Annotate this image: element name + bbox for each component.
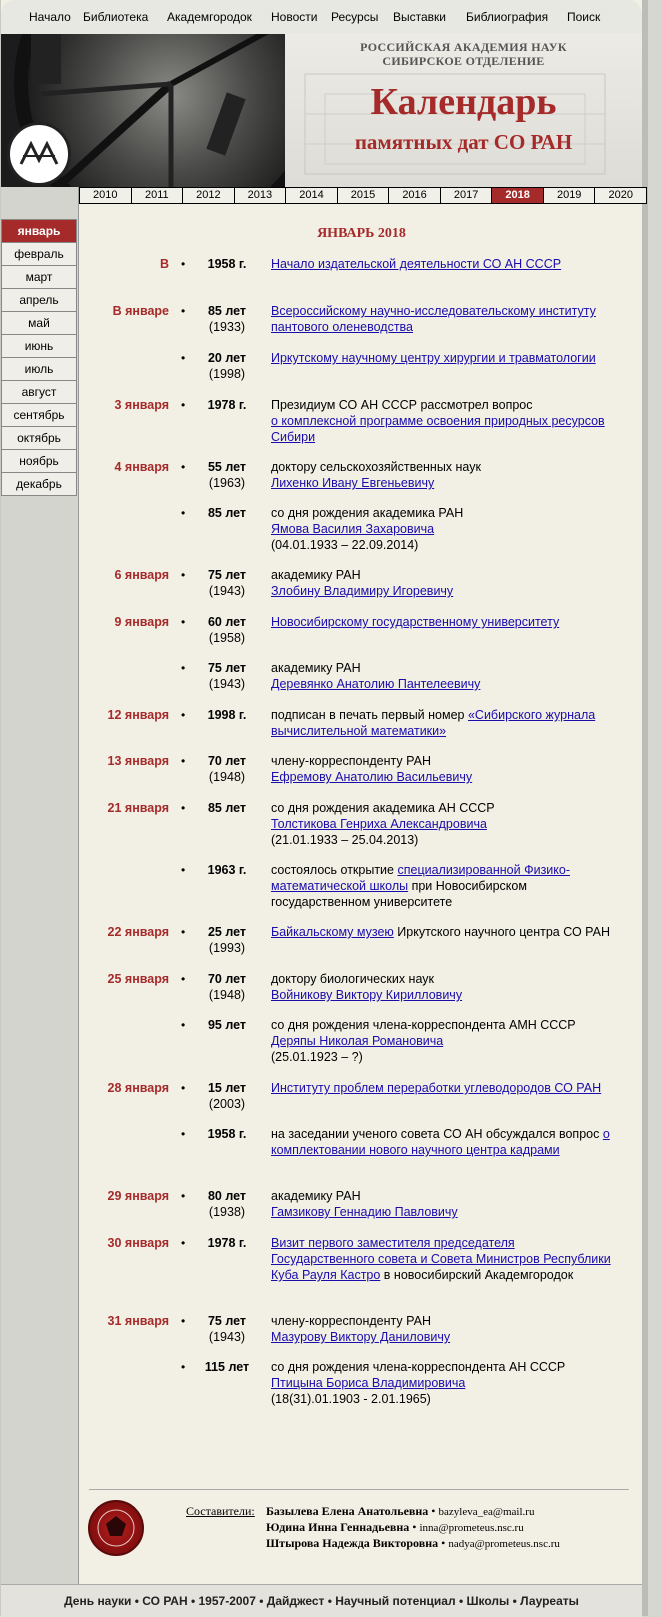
bullet-icon: • [181, 304, 186, 318]
event-anniversary [199, 862, 255, 878]
anniversary-value: 55 лет [207, 460, 247, 474]
event-text [271, 753, 621, 785]
bullet-icon: • [181, 568, 186, 582]
event-anniversary [199, 660, 255, 692]
top-navigation [1, 0, 642, 35]
page-header [1, 34, 642, 187]
bullet-icon: • [181, 615, 186, 629]
anniversary-year: (2003) [208, 1097, 246, 1111]
anniversary-value: 1958 г. [207, 257, 247, 271]
nav-home[interactable]: Начало [29, 10, 71, 24]
event-date: 12 января [107, 708, 169, 722]
anniversary-value: 115 лет [204, 1360, 250, 1374]
event-date: 31 января [107, 1314, 169, 1328]
month-item[interactable]: август [1, 380, 77, 404]
anniversary-value: 85 лет [207, 801, 247, 815]
nav-resources[interactable]: Ресурсы [331, 10, 379, 24]
event-text [271, 971, 621, 1003]
event-text [271, 800, 621, 848]
anniversary-value: 70 лет [207, 754, 247, 768]
event-text [271, 660, 621, 692]
event-anniversary [199, 753, 255, 785]
page-title: Календарь [370, 81, 557, 123]
bullet-icon: • [181, 1127, 186, 1141]
bullet-icon: • [181, 972, 186, 986]
year-tab[interactable]: 2015 [338, 188, 390, 203]
event-date: 13 января [107, 754, 169, 768]
event-anniversary [199, 303, 255, 335]
anniversary-value: 95 лет [207, 1018, 247, 1032]
event-text [271, 1313, 621, 1345]
event-link[interactable]: «Сибирского журнала вычислительной математики» [271, 708, 596, 738]
page-subtitle: памятных дат СО РАН [354, 130, 573, 154]
month-item[interactable]: октябрь [1, 426, 77, 450]
event-anniversary [199, 567, 255, 599]
event-pre-text: доктору биологических наук [271, 972, 434, 986]
event-link[interactable]: Ефремову Анатолию Васильевичу [271, 770, 473, 784]
event-date: 22 января [107, 925, 169, 939]
event-anniversary [199, 1017, 255, 1033]
event-anniversary [199, 256, 255, 272]
month-item[interactable]: июль [1, 357, 77, 381]
anniversary-value: 70 лет [207, 972, 247, 986]
event-text [271, 459, 621, 491]
event-anniversary [199, 1188, 255, 1220]
year-tab[interactable]: 2012 [183, 188, 235, 203]
event-link[interactable]: специализированной Физико-математической школы [271, 863, 571, 893]
year-tab[interactable]: 2020 [608, 189, 633, 201]
sidebar [1, 187, 79, 1587]
event-link[interactable]: о комплексной программе освоения природных ресурсов Сибири [271, 414, 605, 444]
anniversary-year: (1993) [208, 941, 246, 955]
event-link[interactable]: Начало издательской деятельности СО АН СССР [271, 257, 562, 271]
anniversary-value: 75 лет [207, 1314, 247, 1328]
compilers-label: Составители: [186, 1504, 255, 1518]
event-pre-text: со дня рождения члена-корреспондента АН СССР [271, 1360, 566, 1374]
month-item[interactable]: март [1, 265, 77, 289]
event-text [271, 505, 621, 553]
bullet-icon: • [181, 754, 186, 768]
anniversary-value: 1978 г. [207, 1236, 247, 1250]
compiler-name: Штырова Надежда Викторовна [266, 1536, 439, 1550]
nav-library[interactable]: Библиотека [83, 10, 149, 24]
anniversary-value: 85 лет [207, 304, 247, 318]
event-pre-text: со дня рождения академика РАН [271, 506, 464, 520]
event-anniversary [199, 971, 255, 1003]
nav-news[interactable]: Новости [271, 10, 318, 24]
anniversary-year: (1958) [208, 631, 246, 645]
event-text [271, 1080, 621, 1096]
nav-exhibitions[interactable]: Выставки [393, 10, 446, 24]
anniversary-year: (1948) [208, 770, 246, 784]
event-date: 6 января [114, 568, 169, 582]
compiler-email[interactable]: inna@prometeus.nsc.ru [419, 1522, 524, 1534]
event-anniversary [199, 459, 255, 491]
bullet-icon: • [181, 661, 186, 675]
event-pre-text: подписан в печать первый номер [271, 708, 468, 722]
compiler-email[interactable]: nadya@prometeus.nsc.ru [448, 1538, 560, 1550]
event-link[interactable]: Толстикова Генриха Александровича [271, 817, 487, 831]
bottom-nav-link[interactable]: Научный потенциал [335, 1594, 456, 1608]
anniversary-value: 1998 г. [207, 708, 247, 722]
event-anniversary [199, 505, 255, 521]
year-tab[interactable]: 2010 [80, 188, 132, 203]
event-anniversary [199, 397, 255, 413]
event-post-text: (04.01.1933 – 22.09.2014) [271, 538, 419, 552]
event-link[interactable]: Байкальскому музею [271, 925, 394, 939]
event-link[interactable]: Деревянко Анатолию Пантелеевичу [271, 677, 481, 691]
event-date: 3 января [114, 398, 169, 412]
anniversary-value: 60 лет [207, 615, 247, 629]
nav-search[interactable]: Поиск [567, 10, 601, 24]
anniversary-value: 80 лет [207, 1189, 247, 1203]
event-anniversary [199, 924, 255, 956]
bullet-icon: • [181, 1360, 186, 1374]
event-link[interactable]: Ямова Василия Захаровича [271, 522, 435, 536]
event-pre-text: члену-корреспонденту РАН [271, 754, 431, 768]
event-link[interactable]: Институту проблем переработки углеводородов СО РАН [271, 1081, 602, 1095]
bullet-icon: • [181, 257, 186, 271]
event-post-text: (18(31).01.1903 - 2.01.1965) [271, 1392, 431, 1406]
event-post-text: при Новосибирском государственном университете [271, 879, 527, 909]
compiler-name: Юдина Инна Геннадьевна [266, 1520, 410, 1534]
event-date: 25 января [107, 972, 169, 986]
event-post-text: (25.01.1923 – ?) [271, 1050, 363, 1064]
bottom-nav-link[interactable]: 1957-2007 [198, 1594, 256, 1608]
anniversary-value: 15 лет [207, 1081, 247, 1095]
anniversary-value: 25 лет [207, 925, 247, 939]
event-link[interactable]: Гамзикову Геннадию Павловичу [271, 1205, 458, 1219]
event-anniversary [199, 1313, 255, 1345]
event-text [271, 1126, 621, 1158]
event-pre-text: академику РАН [271, 568, 361, 582]
bullet-icon: • [181, 925, 186, 939]
event-link[interactable]: Птицына Бориса Владимировича [271, 1376, 466, 1390]
year-tab[interactable]: 2013 [235, 188, 287, 203]
compiler-row: Базылева Елена Анатольевна • bazyleva_ea@mail.ru [266, 1504, 535, 1518]
event-anniversary [199, 1235, 255, 1251]
anniversary-year: (1998) [208, 367, 246, 381]
anniversary-year: (1963) [208, 476, 246, 490]
bullet-icon: • [181, 1189, 186, 1203]
event-date: 30 января [107, 1236, 169, 1250]
event-text [271, 350, 621, 366]
event-link[interactable]: Иркутскому научному центру хирургии и травматологии [271, 351, 596, 365]
anniversary-year: (1948) [208, 988, 246, 1002]
event-pre-text: со дня рождения члена-корреспондента АМН СССР [271, 1018, 576, 1032]
event-anniversary [199, 800, 255, 816]
anniversary-value: 1963 г. [207, 863, 247, 877]
event-text [271, 1188, 621, 1220]
compiler-email[interactable]: bazyleva_ea@mail.ru [438, 1506, 535, 1518]
year-tabs [79, 187, 647, 204]
event-link[interactable]: Новосибирскому государственному университету [271, 615, 560, 629]
event-text [271, 707, 621, 739]
event-link[interactable]: Всероссийскому научно-исследовательскому институту пантового оленеводства [271, 304, 596, 334]
anniversary-value: 85 лет [207, 506, 247, 520]
event-text [271, 614, 621, 630]
bottom-nav-link[interactable]: День науки [64, 1594, 132, 1608]
month-item[interactable]: февраль [1, 242, 77, 266]
event-link[interactable]: Злобину Владимиру Игоревичу [271, 584, 454, 598]
bottom-nav-link[interactable]: Лауреаты [520, 1594, 579, 1608]
month-item[interactable]: июнь [1, 334, 77, 358]
bullet-icon: • [181, 1018, 186, 1032]
event-anniversary [199, 707, 255, 723]
anniversary-value: 20 лет [207, 351, 247, 365]
event-post-text: в новосибирский Академгородок [380, 1268, 574, 1282]
bullet-icon: • [181, 708, 186, 722]
logo-icon[interactable] [7, 122, 71, 186]
year-tab[interactable]: 2017 [441, 188, 493, 203]
anniversary-year: (1943) [208, 677, 246, 691]
event-link[interactable]: Войникову Виктору Кирилловичу [271, 988, 463, 1002]
bottom-navigation: День науки • СО РАН • 1957-2007 • Дайджест • Научный потенциал • Школы • Лауреаты [1, 1584, 642, 1617]
anniversary-year: (1933) [208, 320, 246, 334]
compiler-name: Базылева Елена Анатольевна [266, 1504, 429, 1518]
event-pre-text: Президиум СО АН СССР рассмотрел вопрос [271, 398, 533, 412]
bullet-icon: • [181, 863, 186, 877]
event-text [271, 1235, 621, 1283]
event-pre-text: доктору сельскохозяйственных наук [271, 460, 481, 474]
bullet-icon: • [181, 1314, 186, 1328]
event-text [271, 1359, 621, 1407]
bottom-nav-link[interactable]: Дайджест [266, 1594, 325, 1608]
event-link[interactable]: Мазурову Виктору Даниловичу [271, 1330, 451, 1344]
event-text [271, 256, 621, 272]
anniversary-value: 75 лет [207, 661, 247, 675]
bullet-icon: • [181, 801, 186, 815]
month-heading: ЯНВАРЬ 2018 [317, 226, 406, 241]
month-item[interactable]: апрель [1, 288, 77, 312]
anniversary-year: (1938) [208, 1205, 246, 1219]
event-text [271, 567, 621, 599]
month-item[interactable]: январь [1, 219, 77, 243]
event-date: 4 января [114, 460, 169, 474]
event-link[interactable]: о комплектовании нового научного центра кадрами [271, 1127, 610, 1157]
event-pre-text: со дня рождения академика АН СССР [271, 801, 495, 815]
bullet-icon: • [181, 506, 186, 520]
month-item[interactable]: сентябрь [1, 403, 77, 427]
bottom-nav-link[interactable]: СО РАН [142, 1594, 188, 1608]
event-text [271, 924, 621, 940]
event-text [271, 397, 621, 445]
event-post-text: (21.01.1933 – 25.04.2013) [271, 833, 419, 847]
event-anniversary [199, 614, 255, 646]
header-line2: СИБИРСКОЕ ОТДЕЛЕНИЕ [382, 54, 545, 68]
event-text [271, 303, 621, 335]
event-text [271, 862, 621, 910]
compiler-row: Юдина Инна Геннадьевна • inna@prometeus.nsc.ru [266, 1520, 524, 1534]
anniversary-value: 75 лет [207, 568, 247, 582]
event-pre-text: академику РАН [271, 661, 361, 675]
bullet-icon: • [181, 460, 186, 474]
event-link[interactable]: Визит первого заместителя председателя Государственного совета и Совета Министров Республики Куба Рауля Кастро [271, 1236, 611, 1282]
event-date: 29 января [107, 1189, 169, 1203]
event-post-text: Иркутского научного центра СО РАН [393, 925, 611, 939]
header-line1: РОССИЙСКАЯ АКАДЕМИЯ НАУК [360, 40, 567, 54]
event-link[interactable]: Деряпы Николая Романовича [271, 1034, 444, 1048]
bullet-icon: • [181, 1081, 186, 1095]
event-pre-text: состоялось открытие [271, 863, 398, 877]
year-tab[interactable]: 2016 [389, 188, 441, 203]
event-anniversary [199, 1080, 255, 1112]
month-item[interactable]: ноябрь [1, 449, 77, 473]
event-pre-text: академику РАН [271, 1189, 361, 1203]
month-item[interactable]: май [1, 311, 77, 335]
anniversary-year: (1943) [208, 584, 246, 598]
month-list [1, 219, 77, 495]
bullet-icon: • [181, 398, 186, 412]
event-date: В [159, 257, 169, 271]
event-anniversary [199, 1126, 255, 1142]
year-tab[interactable]: 2018 [492, 188, 544, 203]
year-tab[interactable]: 2011 [132, 188, 184, 203]
compiler-row: Штырова Надежда Викторовна • nadya@prometeus.nsc.ru [266, 1536, 560, 1550]
event-anniversary [199, 350, 255, 382]
anniversary-value: 1978 г. [207, 398, 247, 412]
event-date: 9 января [114, 615, 169, 629]
event-date: 28 января [107, 1081, 169, 1095]
event-pre-text: члену-корреспонденту РАН [271, 1314, 431, 1328]
bottom-nav-link[interactable]: Школы [466, 1594, 510, 1608]
event-anniversary [199, 1359, 255, 1375]
anniversary-year: (1943) [208, 1330, 246, 1344]
anniversary-value: 1958 г. [207, 1127, 247, 1141]
event-date: 21 января [107, 801, 169, 815]
month-item[interactable]: декабрь [1, 472, 77, 496]
footer-divider [89, 1489, 629, 1490]
event-date: В январе [112, 304, 169, 318]
nav-akademgorodok[interactable]: Академгородок [167, 10, 252, 24]
event-text [271, 1017, 621, 1065]
year-tab[interactable]: 2019 [544, 188, 596, 203]
year-tab[interactable]: 2014 [286, 188, 338, 203]
nav-bibliography[interactable]: Библиография [466, 10, 549, 24]
event-link[interactable]: Лихенко Ивану Евгеньевичу [271, 476, 435, 490]
bullet-icon: • [181, 351, 186, 365]
seal-logo-icon [88, 1500, 144, 1556]
bullet-icon: • [181, 1236, 186, 1250]
event-pre-text: на заседании ученого совета СО АН обсуждался вопрос [271, 1127, 603, 1141]
